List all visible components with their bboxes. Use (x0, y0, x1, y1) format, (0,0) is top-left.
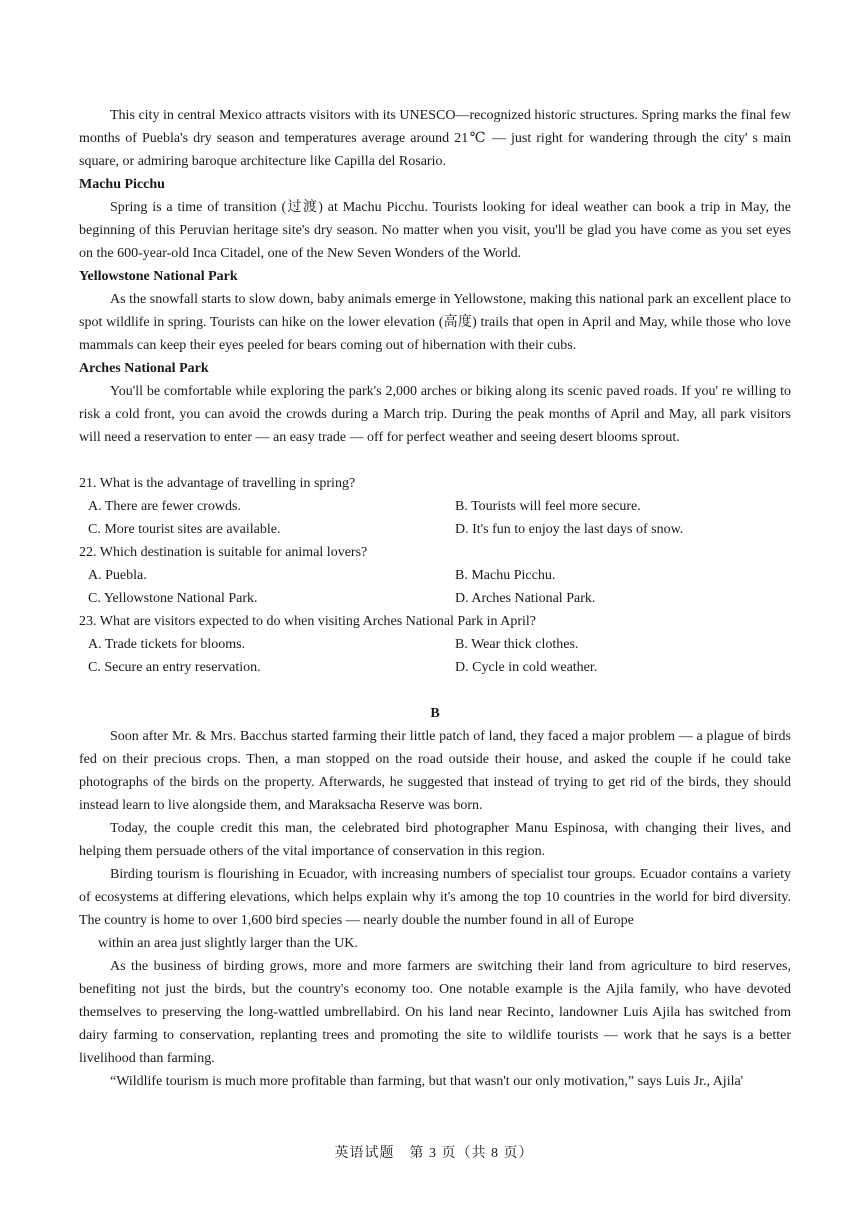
option-c: C. Secure an entry reservation. (88, 660, 261, 675)
option-d: D. Arches National Park. (455, 591, 596, 606)
option-b: B. Wear thick clothes. (455, 637, 579, 652)
puebla-paragraph: This city in central Mexico attracts visitors with its UNESCO—recognized historic structures. Spring marks the final few months of Puebla's dry season and temperatures average around 21℃ — just right for wandering through the city' s main square, or admiring baroque architecture like Capilla del Rosario. (79, 108, 791, 169)
options-grid (79, 495, 791, 541)
option-a: A. Puebla. (88, 568, 147, 583)
question-21 (79, 472, 791, 541)
section-b-paragraph-3-tail: within an area just slightly larger than the UK. (98, 936, 358, 951)
options-grid (79, 633, 791, 679)
option-d: D. It's fun to enjoy the last days of snow. (455, 522, 684, 537)
option-c: C. Yellowstone National Park. (88, 591, 258, 606)
section-b-paragraph-1: Soon after Mr. & Mrs. Bacchus started farming their little patch of land, they faced a major problem — a plague of birds fed on their precious crops. Then, a man stopped on the road outside their house, and asked the couple if he could take photographs of the birds on the property. Afterwards, he suggested that instead of trying to get rid of the birds, they should instead learn to live alongside them, and Maraksacha Reserve was born. (79, 729, 791, 813)
spacer (79, 679, 791, 702)
arches-paragraph: You'll be comfortable while exploring the park's 2,000 arches or biking along its scenic paved roads. If you' re willing to risk a cold front, you can avoid the crowds during a March trip. During the peak months of April and May, all park visitors will need a reservation to enter — an easy trade — off for perfect weather and seeing desert blooms sprout. (79, 384, 791, 445)
page-footer: 英语试题 第 3 页（共 8 页） (334, 1146, 534, 1161)
option-d: D. Cycle in cold weather. (455, 660, 598, 675)
spacer (79, 449, 791, 472)
place-heading-machu-picchu: Machu Picchu (79, 177, 165, 192)
question-22 (79, 541, 791, 610)
option-a: A. There are fewer crowds. (88, 499, 241, 514)
question-stem: 22. Which destination is suitable for animal lovers? (79, 545, 368, 560)
place-heading-yellowstone: Yellowstone National Park (79, 269, 238, 284)
section-b-paragraph-4: As the business of birding grows, more and more farmers are switching their land from agriculture to bird reserves, benefiting not just the birds, but the country's economy too. One notable example is the Ajila family, who have devoted themselves to preserving the long-wattled umbrellabird. On his land near Recinto, landowner Luis Ajila has switched from dairy farming to conservation, replanting trees and promoting the site to wildlife tourists — work that he says is a better livelihood than farming. (79, 959, 791, 1066)
place-heading-arches: Arches National Park (79, 361, 209, 376)
option-a: A. Trade tickets for blooms. (88, 637, 246, 652)
option-b: B. Machu Picchu. (455, 568, 556, 583)
option-c: C. More tourist sites are available. (88, 522, 281, 537)
section-b-paragraph-5: “Wildlife tourism is much more profitable than farming, but that wasn't our only motivation,” says Luis Jr., Ajila' (110, 1074, 744, 1089)
option-b: B. Tourists will feel more secure. (455, 499, 641, 514)
question-23 (79, 610, 791, 679)
options-grid (79, 564, 791, 610)
yellowstone-paragraph: As the snowfall starts to slow down, baby animals emerge in Yellowstone, making this national park an excellent place to spot wildlife in spring. Tourists can hike on the lower elevation (高度) trails that open in April and May, while those who love mammals can keep their eyes peeled for bears coming out of hibernation with their cubs. (79, 292, 791, 353)
exam-page (79, 104, 791, 1093)
machu-picchu-paragraph: Spring is a time of transition (过渡) at Machu Picchu. Tourists looking for ideal weather can book a trip in May, the beginning of this Peruvian heritage site's dry season. No matter when you visit, you'll be glad you have come as you set eyes on the 600-year-old Inca Citadel, one of the New Seven Wonders of the World. (79, 200, 791, 261)
question-stem: 21. What is the advantage of travelling in spring? (79, 476, 356, 491)
question-stem: 23. What are visitors expected to do when visiting Arches National Park in April? (79, 614, 536, 629)
section-b-paragraph-2: Today, the couple credit this man, the celebrated bird photographer Manu Espinosa, with changing their lives, and helping them persuade others of the vital importance of conservation in this region. (79, 821, 791, 859)
section-b-paragraph-3: Birding tourism is flourishing in Ecuador, with increasing numbers of specialist tour groups. Ecuador contains a variety of ecosystems at differing elevations, which helps explain why it's among the top 10 countries in the world for bird diversity. The country is home to over 1,600 bird species — nearly double the number found in all of Europe (79, 867, 791, 928)
section-b-title: B (430, 706, 440, 721)
